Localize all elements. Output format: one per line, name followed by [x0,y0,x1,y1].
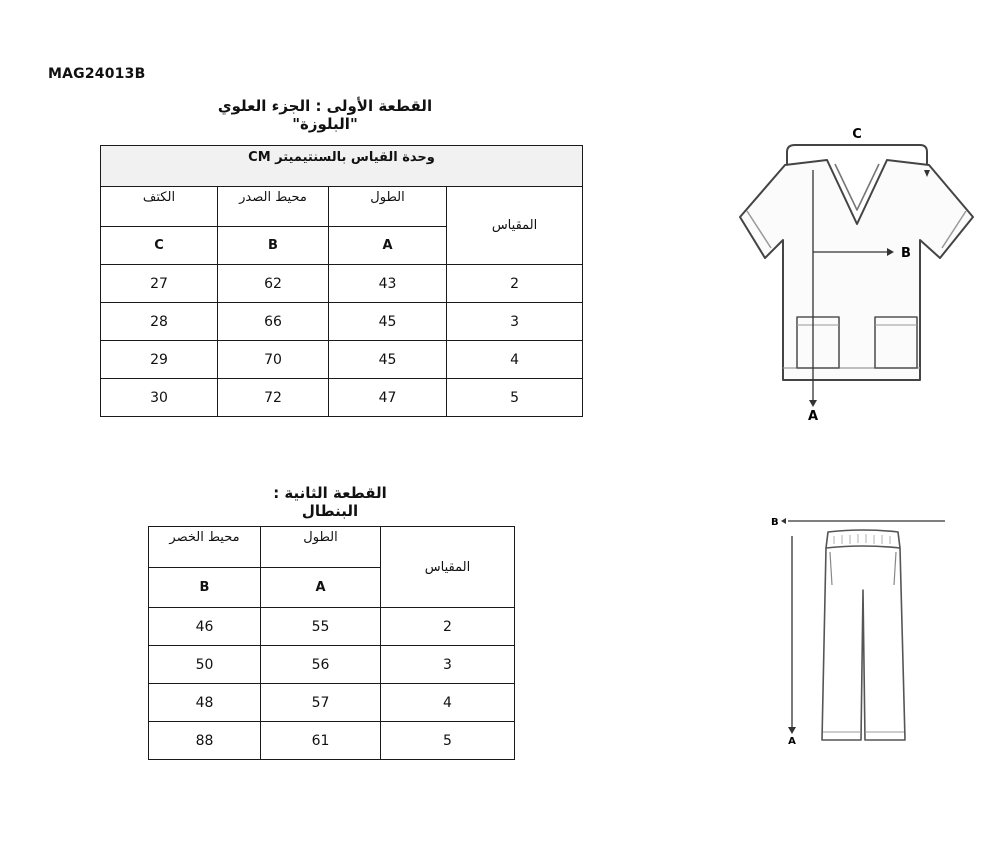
column-header-length: الطول [261,527,381,568]
table-row [149,722,515,760]
cell-shoulder: 28 [101,303,218,341]
cell-waist: 46 [149,608,261,646]
cell-size: 5 [447,379,583,417]
top-size-table [100,145,583,417]
table-row [101,379,583,417]
cell-size: 2 [447,265,583,303]
cell-length: 57 [261,684,381,722]
column-letter-a: A [329,227,447,265]
cell-length: 61 [261,722,381,760]
cell-size: 2 [381,608,515,646]
cell-waist: 88 [149,722,261,760]
column-letter-b: B [149,568,261,608]
bottom-size-table [148,526,515,760]
label-shoulder: C [852,127,862,142]
cell-size: 4 [447,341,583,379]
table-row [101,303,583,341]
product-code: MAG24013B [48,66,146,82]
table-row [149,608,515,646]
cell-length: 47 [329,379,447,417]
table-row [101,341,583,379]
size-header: المقياس [447,187,583,265]
label-length: A [788,736,796,747]
cell-waist: 48 [149,684,261,722]
bottom-piece-title: القطعة الثانية : البنطال [273,484,387,520]
cell-size: 3 [447,303,583,341]
cell-length: 56 [261,646,381,684]
label-chest: B [901,246,911,261]
cell-chest: 66 [218,303,329,341]
cell-length: 55 [261,608,381,646]
shirt-diagram [735,120,980,425]
label-waist: B [771,517,779,528]
cell-shoulder: 29 [101,341,218,379]
cell-size: 5 [381,722,515,760]
column-header-shoulder: الكتف [101,187,218,227]
top-piece-title: القطعة الأولى : الجزء العلوي "البلوزة" [217,97,433,133]
column-header-waist: محيط الخصر [149,527,261,568]
cell-chest: 62 [218,265,329,303]
column-header-chest: محيط الصدر [218,187,329,227]
cell-length: 45 [329,303,447,341]
column-header-length: الطول [329,187,447,227]
cell-waist: 50 [149,646,261,684]
cell-shoulder: 27 [101,265,218,303]
label-length: A [807,409,819,424]
table-row [149,684,515,722]
column-letter-a: A [261,568,381,608]
table-row [149,646,515,684]
cell-length: 45 [329,341,447,379]
pants-diagram [770,510,955,750]
unit-label: وحدة القياس بالسنتيميتر CM [101,146,583,187]
cell-length: 43 [329,265,447,303]
cell-shoulder: 30 [101,379,218,417]
column-letter-b: B [218,227,329,265]
cell-chest: 72 [218,379,329,417]
table-row [101,265,583,303]
size-header: المقياس [381,527,515,608]
cell-size: 3 [381,646,515,684]
cell-size: 4 [381,684,515,722]
column-letter-c: C [101,227,218,265]
cell-chest: 70 [218,341,329,379]
